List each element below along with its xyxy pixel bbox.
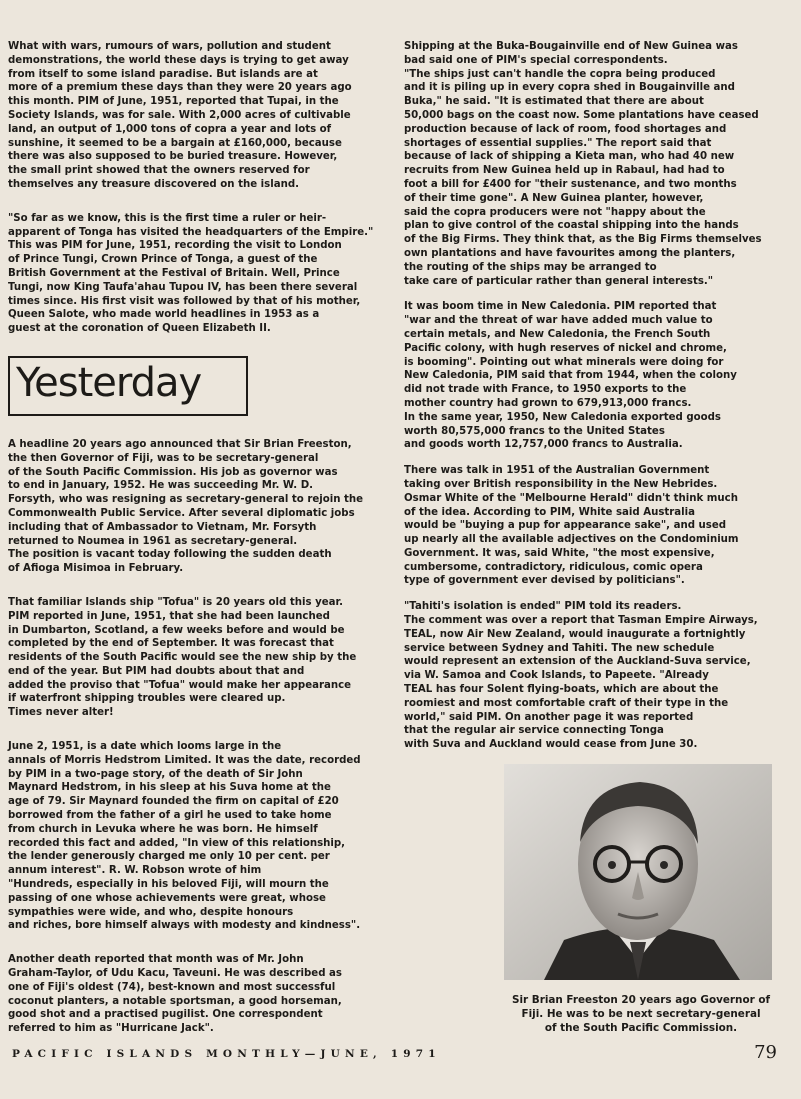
page-number: 79 — [754, 1042, 777, 1063]
article-paragraph: There was talk in 1951 of the Australian Government taking over British responsibility in the New Hebrides. Osmar White of the "Melbourne Herald" didn't think much of the idea. According to PIM, White said Australia would be "buying a pup for appearance sake", and used up nearly all the available adjectives on the Condominium Government. It was, said White, "the most expensive, cumbersome, contradictory, ridiculous, comic opera type of government ever devised by politicians". — [404, 465, 739, 587]
article-paragraph: A headline 20 years ago announced that Sir Brian Freeston, the then Governor of Fiji, was to be secretary-general of the South Pacific Commission. His job as governor was to end in January, 1952. He was succeeding Mr. W. D. Forsyth, who was resigning as secretary-general to rejoin the Commonwealth Public Service. After several diplomatic jobs including that of Ambassador to Vietnam, Mr. Forsyth returned to Noumea in 1961 as secretary-general. The position is vacant today following the sudden death of Afioga Misimoa in February. — [8, 438, 364, 575]
publication-line: PACIFIC ISLANDS MONTHLY—JUNE, 1971 — [12, 1048, 441, 1060]
article-paragraph: Another death reported that month was of Mr. John Graham-Taylor, of Udu Kacu, Taveuni. He was described as one of Fiji's oldest (74), best-known and most successful coconut planters, a notable sportsman, a good horseman, good shot and a practised pugilist. One correspondent referred to him as "Hurricane Jack". — [8, 954, 342, 1035]
right-column — [404, 40, 774, 1035]
section-title: Yesterday — [16, 359, 202, 406]
left-column — [8, 40, 374, 1056]
portrait-photo — [504, 764, 772, 980]
article-paragraph: It was boom time in New Caledonia. PIM reported that "war and the threat of war have added much value to certain metals, and New Caledonia, the French South Pacific colony, with hugh reserves of nickel and chrome, is booming". Pointing out what minerals were doing for New Caledonia, PIM said that from 1944, when the colony did not trade with France, to 1950 exports to the mother country had grown to 679,913,000 francs. In the same year, 1950, New Caledonia exported goods worth 80,575,000 francs to the United States and goods worth 12,757,000 francs to Australia. — [404, 301, 737, 451]
article-paragraph: "Tahiti's isolation is ended" PIM told its readers. The comment was over a report that Tasman Empire Airways, TEAL, now Air New Zealand, would inaugurate a fortnightly service between Sydney and Tahiti. The new schedule would represent an extension of the Auckland-Suva service, via W. Samoa and Cook Islands, to Papeete. "Already TEAL has four Solent flying-boats, which are about the roomiest and most comfortable craft of their type in the world," said PIM. On another page it was reported that the regular air service connecting Tonga with Suva and Auckland would cease from June 30. — [404, 601, 758, 751]
article-paragraph: What with wars, rumours of wars, pollution and student demonstrations, the world these days is trying to get away from itself to some island paradise. But islands are at more of a premium these days than they were 20 years ago this month. PIM of June, 1951, reported that Tupai, in the Society Islands, was for sale. With 2,000 acres of cultivable land, an output of 1,000 tons of copra a year and lots of sunshine, it seemed to be a bargain at £160,000, because there was also supposed to be buried treasure. However, the small print showed that the owners reserved for themselves any treasure discovered on the island. — [8, 41, 352, 190]
article-paragraph: Shipping at the Buka-Bougainville end of New Guinea was bad said one of PIM's special correspondents. "The ships just can't handle the copra being produced and it is piling up in every copra shed in Bougainville and Buka," he said. "It is estimated that there are about 50,000 bags on the coast now. Some plantations have ceased production because of lack of room, food shortages and shortages of essential supplies." The report said that because of lack of shipping a Kieta man, who had 40 new recruits from New Guinea held up in Rabaul, had had to foot a bill for £400 for "their sustenance, and two months of their time gone". A New Guinea planter, however, said the copra producers were not "happy about the plan to give control of the coastal shipping into the hands of the Big Firms. They think that, as the Big Firms themselves own plantations and have favourites among the planters, the routing of the ships may be arranged to take care of particular rather than general interests." — [404, 41, 762, 287]
photo-caption: Sir Brian Freeston 20 years ago Governor of Fiji. He was to be next secretary-general of the South Pacific Commission. — [512, 994, 770, 1034]
page-footer — [12, 1042, 777, 1068]
article-paragraph: June 2, 1951, is a date which looms large in the annals of Morris Hedstrom Limited. It was the date, recorded by PIM in a two-page story, of the death of Sir John Maynard Hedstrom, in his sleep at his Suva home at the age of 79. Sir Maynard founded the firm on capital of £20 borrowed from the father of a girl he used to take home from church in Levuka where he was born. He himself recorded this fact and added, "In view of this relationship, the lender generously charged me only 10 per cent. per annum interest". R. W. Robson wrote of him "Hundreds, especially in his beloved Fiji, will mourn the passing of one whose achievements were great, whose sympathies were wide, and who, despite honours and riches, bore himself always with modesty and kindness". — [8, 741, 361, 932]
article-paragraph: "So far as we know, this is the first time a ruler or heir- apparent of Tonga has visited the headquarters of the Empire." This was PIM for June, 1951, recording the visit to London of Prince Tungi, Crown Prince of Tonga, a guest of the British Government at the Festival of Britain. Well, Prince Tungi, now King Taufa'ahau Tupou IV, has been there several times since. His first visit was followed by that of his mother, Queen Salote, who made world headlines in 1953 as a guest at the coronation of Queen Elizabeth II. — [8, 212, 374, 335]
section-masthead — [8, 356, 248, 416]
article-paragraph: That familiar Islands ship "Tofua" is 20 years old this year. PIM reported in June, 1951, that she had been launched in Dumbarton, Scotland, a few weeks before and would be completed by the end of September. It was forecast that residents of the South Pacific would see the new ship by the end of the year. But PIM had doubts about that and added the proviso that "Tofua" would make her appearance if waterfront shipping troubles were cleared up. Times never alter! — [8, 596, 357, 719]
